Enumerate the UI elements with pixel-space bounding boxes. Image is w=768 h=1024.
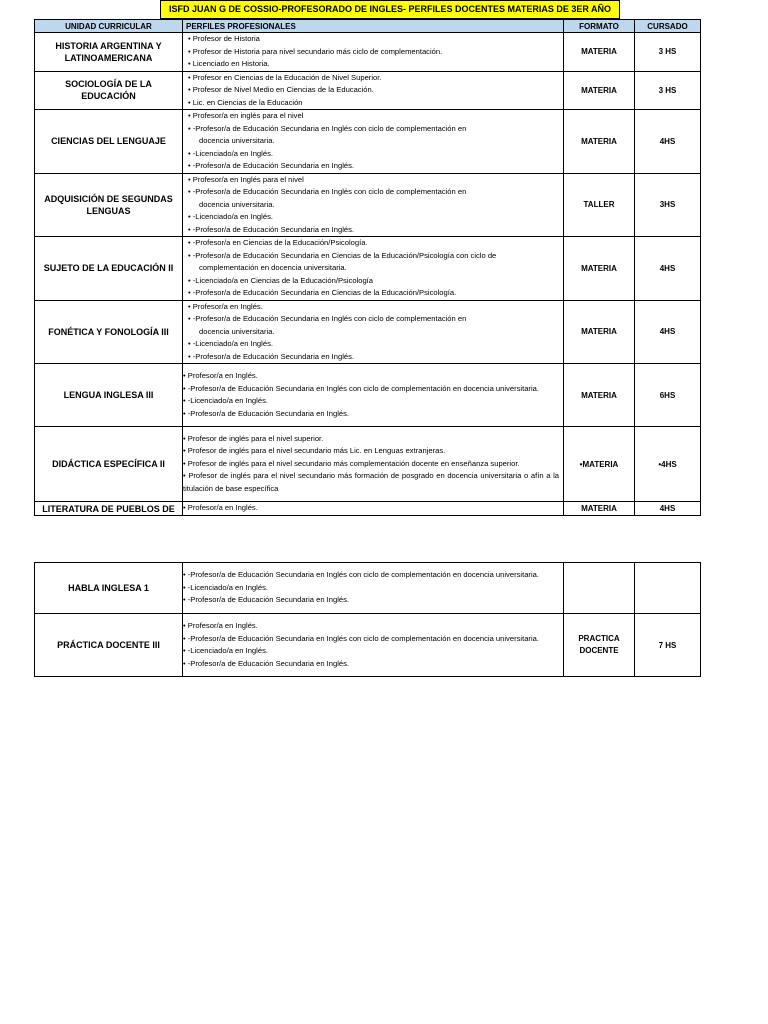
cursado-cell: 3HS: [635, 173, 701, 237]
cursado-cell: 4HS: [635, 502, 701, 516]
perfil-line: • Lic. en Ciencias de la Educación: [188, 97, 303, 107]
header-perfiles: PERFILES PROFESIONALES: [183, 20, 564, 33]
perfil-line: • Profesor/a en Inglés.: [183, 503, 258, 513]
header-cursado: CURSADO: [635, 20, 701, 33]
document-title: ISFD JUAN G DE COSSIO-PROFESORADO DE INGLES- PERFILES DOCENTES MATERIAS DE 3ER AÑO: [160, 0, 620, 19]
perfil-line: • Profesor de Historia para nivel secundario más ciclo de complementación.: [188, 46, 443, 56]
formato-cell: MATERIA: [564, 502, 635, 516]
perfil-line: • -Profesor/a de Educación Secundaria en Inglés.: [188, 224, 355, 234]
unidad-curricular: LENGUA INGLESA III: [35, 364, 183, 427]
perfil-line: • -Profesor/a de Educación Secundaria en Inglés con ciclo de complementación en docencia universitaria.: [183, 633, 539, 643]
perfil-line: • Profesor/a en Inglés para el nivel: [188, 174, 304, 184]
perfil-line: • -Licenciado/a en Inglés.: [188, 339, 273, 348]
perfil-line: • -Profesor/a de Educación Secundaria en Inglés.: [188, 161, 355, 170]
perfil-line: • Profesor de Nivel Medio en Ciencias de la Educación.: [188, 85, 374, 94]
formato-cell: •MATERIA: [564, 427, 635, 502]
unidad-curricular: SUJETO DE LA EDUCACIÓN II: [35, 237, 183, 301]
cursado-cell: 4HS: [635, 300, 701, 364]
perfiles-cell: [183, 237, 564, 301]
perfil-line: • Profesor/a en Inglés.: [183, 371, 258, 380]
perfil-line: • Profesor/a en Inglés.: [188, 301, 263, 311]
cursado-cell: 4HS: [635, 110, 701, 174]
cursado-cell: •4HS: [635, 427, 701, 502]
perfil-line: • Profesor/a en Inglés.: [183, 621, 258, 630]
perfiles-cell: [183, 33, 564, 72]
header-formato: FORMATO: [564, 20, 635, 33]
perfil-line: • Profesor de inglés para el nivel superior.: [183, 433, 324, 443]
perfil-line: • -Profesor/a en Ciencias de la Educación/Psicología.: [188, 238, 368, 247]
perfil-line: docencia universitaria.: [199, 199, 275, 209]
perfil-line: • Profesor en Ciencias de la Educación de Nivel Superior.: [188, 72, 382, 82]
perfil-line: • -Profesor/a de Educación Secundaria en Inglés.: [183, 595, 350, 605]
perfil-line: • Profesor de inglés para el nivel secundario más formación de posgrado en docencia universitaria o afín a la titulación de base específica: [183, 471, 559, 493]
cursado-cell: 4HS: [635, 237, 701, 301]
formato-cell: MATERIA: [564, 364, 635, 427]
header-row: [35, 20, 701, 33]
perfil-line: • -Profesor/a de Educación Secundaria en Ciencias de la Educación/Psicología con ciclo de: [188, 250, 497, 260]
formato-cell: MATERIA: [564, 300, 635, 364]
perfil-line: • -Profesor/a de Educación Secundaria en Inglés.: [183, 408, 350, 418]
unidad-curricular: DIDÁCTICA ESPECÍFICA II: [35, 427, 183, 502]
perfiles-cell: [183, 300, 564, 364]
perfil-line: • -Profesor/a de Educación Secundaria en Inglés con ciclo de complementación en docencia universitaria.: [183, 570, 539, 580]
perfiles-cell: [183, 364, 564, 427]
table-row: [35, 110, 701, 174]
perfil-line: docencia universitaria.: [199, 136, 275, 145]
cursado-cell: [635, 563, 701, 614]
perfiles-cell: [183, 614, 564, 677]
cursado-cell: 7 HS: [635, 614, 701, 677]
perfil-line: • Profesor de inglés para el nivel secundario más Lic. en Lenguas extranjeras.: [183, 446, 446, 456]
table-row: [35, 33, 701, 72]
table-row: [35, 563, 701, 614]
perfil-line: • -Profesor/a de Educación Secundaria en Inglés con ciclo de complementación en docencia universitaria.: [183, 383, 539, 393]
formato-cell: MATERIA: [564, 237, 635, 301]
formato-cell: PRACTICA DOCENTE: [564, 614, 635, 677]
unidad-curricular: SOCIOLOGÍA DE LA EDUCACIÓN: [35, 71, 183, 110]
perfil-line: • Profesor/a en inglés para el nivel: [188, 111, 304, 120]
perfil-line: • -Licenciado/a en Inglés.: [188, 212, 273, 221]
perfiles-cell: [183, 173, 564, 237]
perfil-line: • -Licenciado/a en Inglés.: [183, 396, 268, 405]
perfil-line: • Profesor de inglés para el nivel secundario más complementación docente en enseñanza superior.: [183, 458, 520, 468]
table-row: [35, 614, 701, 677]
perfil-line: • Profesor de Historia: [188, 34, 260, 43]
perfil-line: • -Profesor/a de Educación Secundaria en Inglés con ciclo de complementación en: [188, 314, 467, 323]
unidad-curricular: ADQUISICIÓN DE SEGUNDAS LENGUAS: [35, 173, 183, 237]
perfil-line: • Licenciado en Historia.: [188, 59, 270, 68]
perfil-line: • -Licenciado/a en Inglés.: [183, 582, 268, 592]
unidad-curricular: FONÉTICA Y FONOLOGÍA III: [35, 300, 183, 364]
cursado-cell: 3 HS: [635, 33, 701, 72]
perfiles-cell: [183, 502, 564, 516]
unidad-curricular: LITERATURA DE PUEBLOS DE: [35, 502, 183, 516]
perfil-line: • -Licenciado/a en Inglés.: [188, 148, 273, 158]
unidad-curricular: HABLA INGLESA 1: [35, 563, 183, 614]
perfil-line: • -Profesor/a de Educación Secundaria en Inglés.: [183, 658, 350, 668]
perfil-line: • -Profesor/a de Educación Secundaria en Inglés con ciclo de complementación en: [188, 187, 467, 196]
perfiles-cell: [183, 110, 564, 174]
perfiles-cell: [183, 427, 564, 502]
table-row: [35, 71, 701, 110]
table-row: [35, 300, 701, 364]
formato-cell: TALLER: [564, 173, 635, 237]
formato-cell: [564, 563, 635, 614]
perfil-line: • -Profesor/a de Educación Secundaria en Inglés.: [188, 351, 355, 361]
formato-cell: MATERIA: [564, 33, 635, 72]
perfiles-cell: [183, 71, 564, 110]
unidad-curricular: PRÁCTICA DOCENTE III: [35, 614, 183, 677]
table-row: [35, 364, 701, 427]
table-row: [35, 427, 701, 502]
formato-cell: MATERIA: [564, 71, 635, 110]
table-row: [35, 173, 701, 237]
perfil-line: • -Profesor/a de Educación Secundaria en Inglés con ciclo de complementación en: [188, 123, 467, 133]
perfil-line: • -Profesor/a de Educación Secundaria en Ciencias de la Educación/Psicología.: [188, 288, 457, 297]
unidad-curricular: HISTORIA ARGENTINA Y LATINOAMERICANA: [35, 33, 183, 72]
perfiles-cell: [183, 563, 564, 614]
profiles-table-continued: [34, 562, 701, 677]
table-row: [35, 502, 701, 516]
perfil-line: • -Licenciado/a en Inglés.: [183, 646, 268, 655]
perfil-line: • -Licenciado/a en Ciencias de la Educación/Psicología: [188, 275, 374, 285]
header-unidad: UNIDAD CURRICULAR: [35, 20, 183, 33]
perfil-line: complementación en docencia universitaria.: [199, 263, 347, 272]
unidad-curricular: CIENCIAS DEL LENGUAJE: [35, 110, 183, 174]
cursado-cell: 3 HS: [635, 71, 701, 110]
formato-cell: MATERIA: [564, 110, 635, 174]
profiles-table: [34, 19, 701, 516]
table-row: [35, 237, 701, 301]
cursado-cell: 6HS: [635, 364, 701, 427]
perfil-line: docencia universitaria.: [199, 326, 275, 336]
